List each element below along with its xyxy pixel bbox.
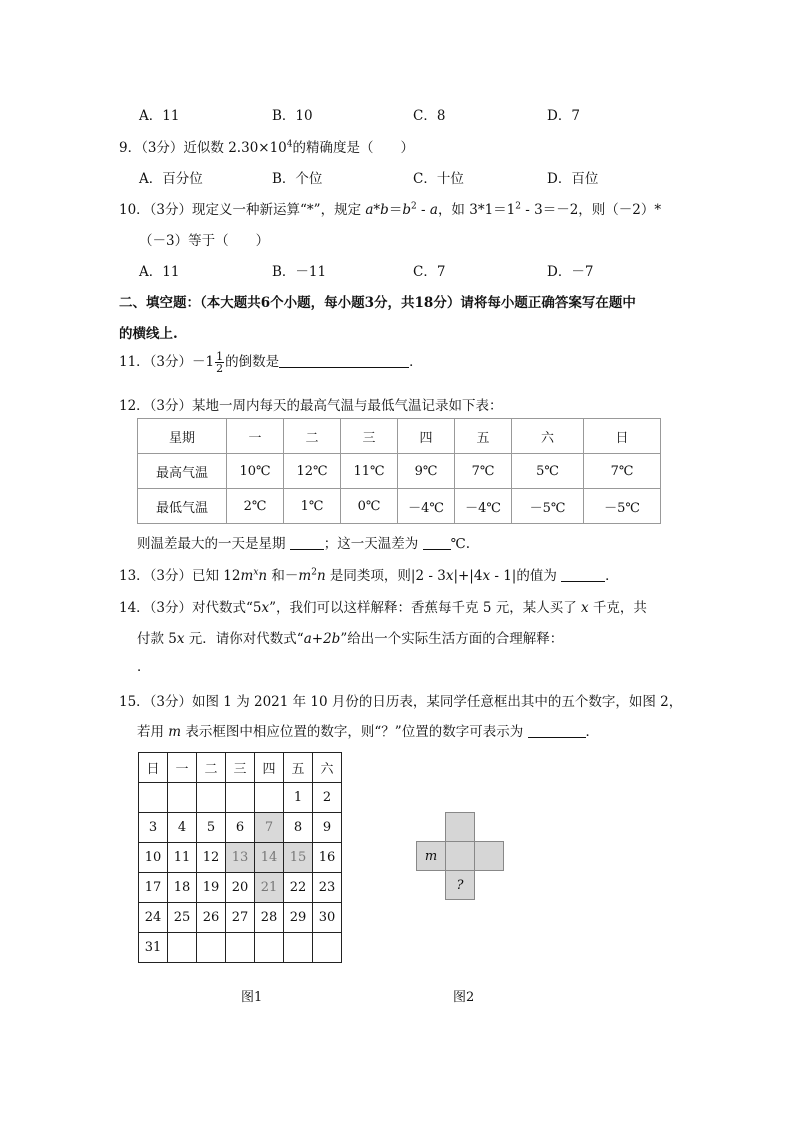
calendar-day-cell: 2 (313, 783, 342, 813)
question-12-stem: 12．（3分）某地一周内每天的最高气温与最低气温记录如下表： (119, 398, 503, 414)
calendar-day-cell: 4 (168, 813, 197, 843)
table-cell: －4℃ (398, 489, 455, 524)
table-cell: 星期 (138, 419, 227, 454)
calendar-day-cell: 18 (168, 873, 197, 903)
table-row-header (138, 419, 661, 454)
calendar-header-cell: 一 (168, 753, 197, 783)
table-row-low (138, 489, 661, 524)
q8-option-a: A．11 (139, 108, 180, 124)
calendar-day-cell: 29 (284, 903, 313, 933)
calendar-day-cell (197, 933, 226, 963)
q12-diff-blank[interactable] (423, 535, 451, 550)
calendar-day-cell (226, 783, 255, 813)
q9-option-b: B．个位 (272, 171, 323, 187)
table-cell: 2℃ (227, 489, 284, 524)
question-15-line1: 15．（3分）如图 1 为 2021 年 10 月份的日历表，某同学任意框出其中的五个数字，如图 2， (119, 694, 683, 710)
table-cell: 最低气温 (138, 489, 227, 524)
table-cell: 11℃ (341, 454, 398, 489)
calendar-header-cell: 日 (139, 753, 168, 783)
question-9-stem: 9．（3分）近似数 $2.30\times 10^4$的精确度是（ ） (119, 139, 415, 156)
cross-cell-top (445, 812, 475, 842)
calendar-day-cell: 16 (313, 843, 342, 873)
calendar-day-cell: 28 (255, 903, 284, 933)
q15-answer-blank[interactable] (528, 723, 586, 738)
temperature-table (137, 418, 661, 524)
calendar-day-cell: 19 (197, 873, 226, 903)
cross-cell-bottom: ? (445, 870, 475, 900)
calendar-header-cell: 五 (284, 753, 313, 783)
cross-cell-center (445, 841, 475, 871)
table-cell: －5℃ (512, 489, 584, 524)
table-cell: －4℃ (455, 489, 512, 524)
q8-option-d: D．7 (547, 108, 580, 124)
table-cell: 五 (455, 419, 512, 454)
calendar-day-cell: 10 (139, 843, 168, 873)
calendar-header-row (139, 753, 342, 783)
question-10-stem: 10．（3分）现定义一种新运算“*”，规定 $a*b=b^2 - a$，如 $3*1=1^2 - 3=-2$，则（－2）* (119, 201, 662, 218)
calendar-day-cell: 31 (139, 933, 168, 963)
q9-option-d: D．百位 (547, 171, 599, 187)
question-15-line2: 若用 m 表示框图中相应位置的数字，则“？”位置的数字可表示为 ． (137, 724, 599, 740)
table-cell: 12℃ (284, 454, 341, 489)
calendar-day-cell: 23 (313, 873, 342, 903)
table-cell: 7℃ (584, 454, 661, 489)
calendar-day-cell: 11 (168, 843, 197, 873)
calendar-day-cell: 26 (197, 903, 226, 933)
calendar-day-cell: 9 (313, 813, 342, 843)
table-cell: －5℃ (584, 489, 661, 524)
question-12-answer-line: 则温差最大的一天是星期 ；这一天温差为 ℃. (137, 536, 470, 552)
question-14-line3: ． (137, 659, 151, 675)
table-cell: 一 (227, 419, 284, 454)
calendar-week-row (139, 873, 342, 903)
calendar-day-cell: 21 (255, 873, 284, 903)
q8-option-b: B．10 (272, 108, 313, 124)
calendar-day-cell (168, 933, 197, 963)
q10-option-b: B．－11 (272, 264, 327, 280)
q12-day-blank[interactable] (290, 535, 324, 550)
table-cell: 9℃ (398, 454, 455, 489)
calendar-header-cell: 六 (313, 753, 342, 783)
q10-option-c: C．7 (413, 264, 446, 280)
question-14-line1: 14．（3分）对代数式“5x”，我们可以这样解释：香蕉每千克 5 元，某人买了 x 千克，共 (119, 600, 647, 616)
calendar-day-cell (284, 933, 313, 963)
calendar-day-cell: 24 (139, 903, 168, 933)
calendar-day-cell (197, 783, 226, 813)
calendar-week-row (139, 843, 342, 873)
calendar-day-cell: 6 (226, 813, 255, 843)
q13-answer-blank[interactable] (561, 567, 605, 582)
q8-option-c: C．8 (413, 108, 446, 124)
table-cell: 四 (398, 419, 455, 454)
calendar-header-cell: 四 (255, 753, 284, 783)
cross-cell-right (474, 841, 504, 871)
calendar-day-cell: 14 (255, 843, 284, 873)
table-cell: 六 (512, 419, 584, 454)
calendar-day-cell: 1 (284, 783, 313, 813)
question-11: 11．（3分）－1 $\frac{1}{2}$ 的倒数是 ． (119, 350, 423, 375)
question-14-line2: 付款 5x 元．请你对代数式“a+2b”给出一个实际生活方面的合理解释： (137, 631, 564, 647)
calendar-week-row (139, 933, 342, 963)
cross-cell-left: m (416, 841, 446, 871)
calendar-day-cell (226, 933, 255, 963)
calendar-day-cell: 5 (197, 813, 226, 843)
calendar-day-cell: 15 (284, 843, 313, 873)
table-cell: 最高气温 (138, 454, 227, 489)
calendar-header-cell: 三 (226, 753, 255, 783)
cross-frame-figure-2 (416, 812, 508, 902)
calendar-day-cell (255, 933, 284, 963)
fraction-one-half: $\frac{1}{2}$ (216, 350, 224, 375)
calendar-day-cell: 3 (139, 813, 168, 843)
table-cell: 二 (284, 419, 341, 454)
calendar-day-cell: 8 (284, 813, 313, 843)
calendar-day-cell: 25 (168, 903, 197, 933)
calendar-day-cell: 12 (197, 843, 226, 873)
calendar-day-cell: 20 (226, 873, 255, 903)
table-cell: 1℃ (284, 489, 341, 524)
table-row-high (138, 454, 661, 489)
section-2-heading-line2: 的横线上. (119, 326, 178, 342)
calendar-day-cell (139, 783, 168, 813)
q9-option-a: A．百分位 (139, 171, 203, 187)
calendar-day-cell: 27 (226, 903, 255, 933)
table-cell: 7℃ (455, 454, 512, 489)
figure-2-caption: 图2 (453, 990, 475, 1005)
question-10-stem-line2: （－3）等于（ ） (139, 233, 270, 249)
q11-answer-blank[interactable] (279, 353, 409, 368)
question-13: 13．（3分）已知 $12m^xn$ 和$-m^2n$ 是同类项，则|2 - 3x|+|4x - 1|的值为 ． (119, 567, 619, 584)
calendar-week-row (139, 903, 342, 933)
table-cell: 5℃ (512, 454, 584, 489)
section-2-heading: 二、填空题：（本大题共6个小题，每小题3分，共18分）请将每小题正确答案写在题中 (119, 295, 636, 311)
q10-option-a: A．11 (139, 264, 180, 280)
calendar-week-row (139, 813, 342, 843)
calendar-day-cell (168, 783, 197, 813)
q9-option-c: C．十位 (413, 171, 464, 187)
table-cell: 10℃ (227, 454, 284, 489)
table-cell: 三 (341, 419, 398, 454)
calendar-day-cell: 22 (284, 873, 313, 903)
table-cell: 0℃ (341, 489, 398, 524)
calendar-figure-1 (138, 752, 342, 963)
calendar-day-cell: 30 (313, 903, 342, 933)
calendar-day-cell: 17 (139, 873, 168, 903)
figure-1-caption: 图1 (241, 990, 263, 1005)
calendar-header-cell: 二 (197, 753, 226, 783)
calendar-week-row (139, 783, 342, 813)
q10-option-d: D．－7 (547, 264, 594, 280)
calendar-day-cell (313, 933, 342, 963)
calendar-day-cell (255, 783, 284, 813)
calendar-day-cell: 13 (226, 843, 255, 873)
table-cell: 日 (584, 419, 661, 454)
calendar-day-cell: 7 (255, 813, 284, 843)
